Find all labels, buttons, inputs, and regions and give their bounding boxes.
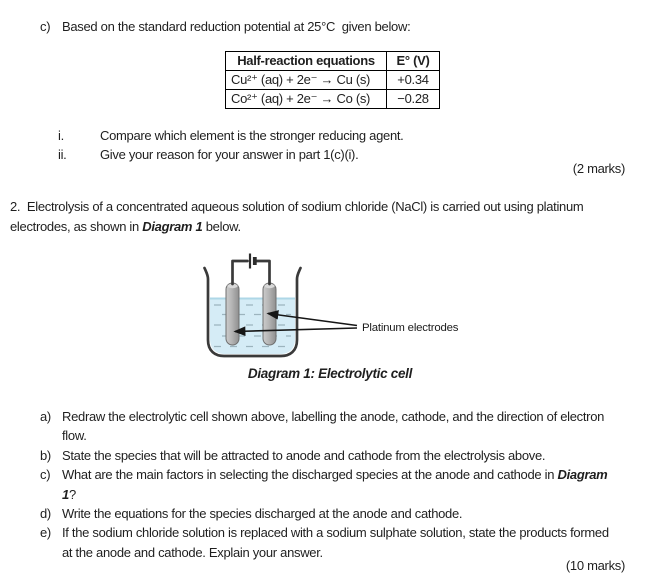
item-a-text: Redraw the electrolytic cell shown above, labelling the anode, cathode, and the direction of electron flow. — [62, 409, 605, 444]
subitem-i-text: Compare which element is the stronger reducing agent. — [100, 128, 404, 143]
cobalt-equation-cell: Co²⁺ (aq) + 2e⁻ → Co (s) — [226, 90, 387, 109]
diagram-caption: Diagram 1: Electrolytic cell — [247, 366, 413, 381]
item-b — [40, 446, 617, 465]
item-a-label: a) — [40, 409, 51, 424]
table-header-row — [226, 52, 440, 71]
reduction-potential-table — [225, 51, 440, 109]
question-2-marks: (10 marks) — [565, 558, 625, 573]
question-1c-subitems — [58, 126, 618, 164]
question-2-intro-pre: 2. Electrolysis of a concentrated aqueous solution of sodium chloride (NaCl) is carried out using platinum electrodes, as shown in — [10, 199, 584, 234]
item-c-pre: What are the main factors in selecting the discharged species at the anode and cathode in — [62, 467, 558, 483]
item-b-text: State the species that will be attracted to anode and cathode from the electrolysis above. — [62, 447, 546, 463]
question-2-items — [40, 407, 617, 562]
item-d-label: d) — [40, 506, 51, 522]
question-1-marks: (2 marks) — [572, 161, 625, 176]
question-2-intro — [10, 197, 642, 236]
left-electrode — [226, 283, 239, 345]
battery-symbol — [250, 254, 255, 269]
subitem-ii-text: Give your reason for your answer in part 1(c)(i). — [100, 147, 359, 162]
subitem-ii — [58, 145, 618, 164]
item-b-label: b) — [40, 447, 51, 463]
electrolyte-solution — [210, 298, 295, 354]
copper-equation-cell: Cu²⁺ (aq) + 2e⁻ → Cu (s) — [226, 71, 387, 90]
item-c-diagram-ref: Diagram 1 — [62, 467, 608, 502]
electrolytic-cell-diagram — [190, 248, 470, 364]
item-c-label: c) — [40, 467, 51, 483]
cobalt-potential-cell: −0.28 — [387, 90, 440, 109]
question-2-intro-post: below. — [202, 218, 241, 234]
table-row-copper — [226, 71, 440, 90]
platinum-electrodes-label: Platinum electrodes — [362, 322, 459, 334]
header-potential: E° (V) — [387, 52, 440, 71]
item-c-text — [62, 465, 617, 504]
item-e-label: e) — [40, 525, 51, 541]
subitem-i — [58, 126, 618, 145]
item-e-text: If the sodium chloride solution is replaced with a sodium sulphate solution, state the products formed at the anode and cathode. Explain your answer. — [62, 525, 609, 560]
question-1c-label: c) — [40, 19, 51, 34]
header-half-reaction: Half-reaction equations — [226, 52, 387, 71]
item-a — [40, 407, 617, 446]
question-1c-text: Based on the standard reduction potential at 25°C given below: — [62, 19, 411, 34]
question-1c-line — [40, 19, 630, 35]
table-row-cobalt — [226, 90, 440, 109]
question-2-intro-diagram-ref: Diagram 1 — [142, 218, 203, 234]
item-d-text: Write the equations for the species discharged at the anode and cathode. — [62, 506, 463, 522]
item-c-post: ? — [68, 486, 76, 502]
item-d — [40, 504, 617, 523]
item-c — [40, 465, 617, 504]
subitem-i-label: i. — [58, 128, 64, 143]
item-e — [40, 523, 617, 562]
copper-potential-cell: +0.34 — [387, 71, 440, 90]
subitem-ii-label: ii. — [58, 147, 67, 162]
